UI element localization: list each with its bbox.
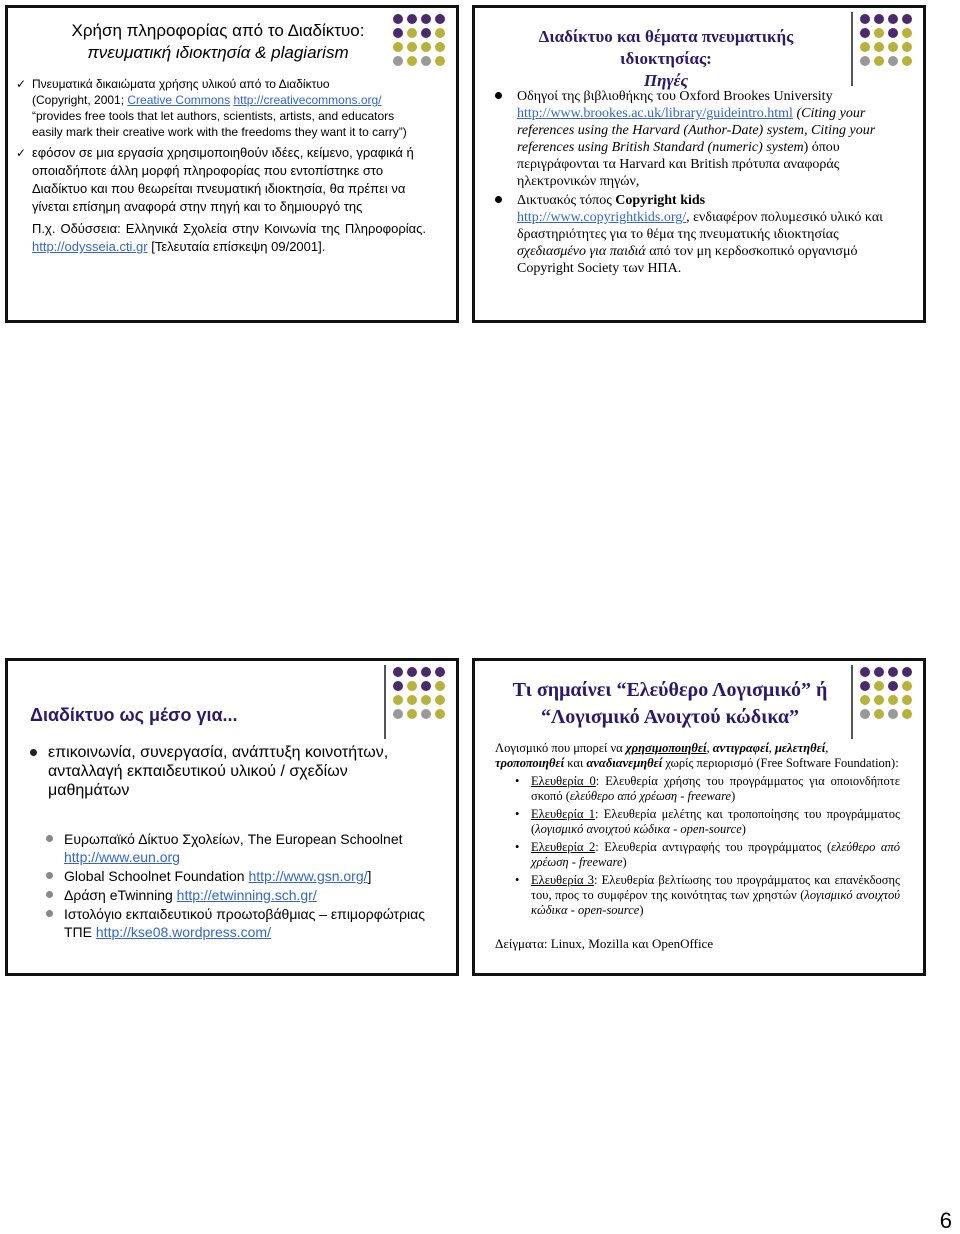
decoration-dot	[902, 28, 912, 38]
decoration-dot	[874, 695, 884, 705]
decoration-dot	[874, 667, 884, 677]
decoration-dot	[860, 667, 870, 677]
decoration-dot	[874, 56, 884, 66]
slide-4-body	[495, 741, 900, 951]
kse08-link[interactable]: http://kse08.wordpress.com/	[95, 924, 271, 940]
list-item	[495, 840, 900, 870]
freedom-text: : Ελευθερία αντιγραφής του προγράμματος (	[595, 840, 832, 854]
decoration-dot	[393, 681, 403, 691]
decoration-dot	[874, 14, 884, 24]
decoration-dot	[860, 56, 870, 66]
decoration-dot	[435, 42, 445, 52]
attribution-text: εφόσον σε μια εργασία χρησιμοποιηθούν ιδέες, κείμενο, γραφικά ή οποιαδήποτε άλλη μορφή πληροφορίας που εντοπίστηκε στο Διαδίκτυο και που θεωρείται πνευματική ιδιοκτησία, θα πρέπει να γίνεται επίσημη αναφορά στην πηγή και το δημιουργό της	[32, 145, 414, 214]
freedom-0-label: Ελευθερία 0	[531, 774, 596, 788]
freedom-italic: λογισμικό ανοιχτού κώδικα - open-source	[535, 822, 742, 836]
divider-line	[384, 665, 386, 739]
decoration-dot	[421, 709, 431, 719]
slide-1-title	[38, 20, 398, 64]
copyright-kids-label: Copyright kids	[615, 193, 706, 208]
sources-list	[491, 88, 891, 279]
decoration-dot	[407, 695, 417, 705]
decoration-dot	[421, 28, 431, 38]
decoration-dot	[407, 667, 417, 677]
slide-3-title: Διαδίκτυο ως μέσο για...	[30, 705, 238, 725]
intro-text	[495, 741, 900, 771]
copyright-bullet	[16, 76, 426, 140]
decoration-dot	[888, 667, 898, 677]
item-suffix: ]	[367, 868, 372, 884]
kids-suffix: από τον μη κερδοσκοπικό οργανισμό Copyright Society των ΗΠΑ.	[517, 244, 858, 276]
list-item	[491, 192, 891, 277]
uses-list	[30, 743, 430, 942]
decoration-dot	[421, 14, 431, 24]
check-icon: ✓	[16, 146, 27, 160]
list-item	[30, 867, 430, 885]
decoration-dot	[421, 56, 431, 66]
freedom-text: : Ελευθερία μελέτης και τροποποίησης του προγράμματος (	[531, 807, 900, 836]
decoration-dot	[888, 42, 898, 52]
list-item	[495, 807, 900, 837]
dot-grid-decoration	[393, 667, 446, 720]
decoration-dot	[874, 709, 884, 719]
decoration-dot	[860, 709, 870, 719]
slide-4	[472, 658, 926, 976]
oxford-italic: (Citing your references using the Harvard (Author-Date) system, Citing your references using British Standard (numeric) system	[517, 106, 876, 155]
decoration-dot	[860, 681, 870, 691]
bullet-icon	[46, 872, 53, 879]
slide-2-title	[491, 26, 841, 92]
freedom-3-label: Ελευθερία 3	[531, 873, 594, 887]
decoration-dot	[393, 709, 403, 719]
decoration-dot	[393, 695, 403, 705]
creative-commons-link[interactable]: Creative Commons	[127, 93, 231, 107]
bullet-icon: •	[515, 840, 520, 854]
copyright-heading: Πνευματικά δικαιώματα χρήσης υλικού από το Διαδίκτυο	[32, 77, 330, 91]
slide-4-title	[495, 677, 845, 731]
list-item	[30, 830, 430, 866]
slide-1-body	[16, 76, 426, 256]
gsn-link[interactable]: http://www.gsn.org/	[248, 868, 368, 884]
freedom-text: : Ελευθερία βελτίωσης του προγράμματος και επανέκδοσης του, προς το συμφέρον της κοινότητας των χρηστών (	[531, 873, 900, 902]
decoration-dot	[888, 28, 898, 38]
slide-3	[5, 658, 459, 976]
decoration-dot	[888, 695, 898, 705]
dot-grid-decoration	[860, 667, 913, 720]
bullet-icon	[46, 891, 53, 898]
decoration-dot	[902, 14, 912, 24]
intro-modify: τροποποιηθεί	[495, 756, 565, 770]
dot-grid-decoration	[393, 14, 446, 67]
freedom-end: )	[639, 903, 644, 917]
intro-part: Λογισμικό που μπορεί να	[495, 741, 626, 755]
decoration-dot	[860, 42, 870, 52]
decoration-dot	[888, 681, 898, 691]
bullet-icon: •	[515, 774, 520, 788]
intro-part: ,	[768, 741, 775, 755]
decoration-dot	[435, 667, 445, 677]
bullet-icon	[495, 196, 502, 203]
slide-1-title-line: Χρήση πληροφορίας από το Διαδίκτυο:	[71, 21, 365, 40]
decoration-dot	[435, 709, 445, 719]
decoration-dot	[874, 42, 884, 52]
list-item	[30, 886, 430, 904]
creative-commons-quote: “provides free tools that let authors, scientists, artists, and educators easily mark their creative work with the freedoms they want it to carry”)	[32, 109, 407, 139]
divider-line	[851, 665, 853, 739]
check-icon: ✓	[16, 77, 27, 91]
decoration-dot	[407, 42, 417, 52]
creative-commons-url-link[interactable]: http://creativecommons.org/	[233, 93, 382, 107]
dot-grid-decoration	[860, 14, 913, 67]
decoration-dot	[902, 56, 912, 66]
decoration-dot	[902, 709, 912, 719]
example-suffix: [Τελευταία επίσκεψη 09/2001].	[147, 239, 326, 254]
copyright-prefix: (Copyright, 2001;	[32, 93, 128, 107]
examples-text: Δείγματα: Linux, Mozilla και OpenOffice	[495, 936, 714, 951]
item-text: Ευρωπαϊκό Δίκτυο Σχολείων, The European Schoolnet	[64, 831, 403, 847]
decoration-dot	[435, 56, 445, 66]
decoration-dot	[407, 56, 417, 66]
intro-part: χωρίς περιορισμό (Free Software Foundation):	[662, 756, 899, 770]
decoration-dot	[435, 681, 445, 691]
slide-2	[472, 5, 926, 323]
item-text: Ιστολόγιο εκπαιδευτικού προωτοβάθμιας – επιμορφώτριας ΤΠΕ	[64, 906, 425, 940]
freedom-end: )	[741, 822, 746, 836]
decoration-dot	[888, 56, 898, 66]
freedom-italic: ελεύθερο από χρέωση - freeware	[569, 789, 732, 803]
main-bullet-text: επικοινωνία, συνεργασία, ανάπτυξη κοινοτήτων, ανταλλαγή εκπαιδευτικού υλικού / σχεδίων μαθημάτων	[48, 744, 389, 799]
slide-2-subtitle: Πηγές	[643, 71, 689, 90]
decoration-dot	[860, 14, 870, 24]
freedom-text: : Ελευθερία χρήσης του προγράμματος για οποιονδήποτε σκοπό (	[531, 774, 900, 803]
bullet-icon	[30, 749, 37, 756]
decoration-dot	[435, 28, 445, 38]
slide-4-title-line1: Τι σημαίνει “Ελεύθερο Λογισμικό” ή	[512, 679, 828, 701]
slide-2-title-line: Διαδίκτυο και θέματα πνευματικής ιδιοκτησίας:	[538, 27, 794, 68]
list-item	[495, 873, 900, 918]
decoration-dot	[874, 28, 884, 38]
decoration-dot	[435, 14, 445, 24]
item-text: Δράση eTwinning	[64, 887, 177, 903]
example-prefix: Π.χ. Οδύσσεια: Ελληνικά Σχολεία στην Κοινωνία της Πληροφορίας.	[32, 221, 426, 236]
decoration-dot	[902, 667, 912, 677]
kids-prefix: Δικτυακός τόπος	[517, 193, 616, 208]
divider-line	[851, 12, 853, 86]
bullet-icon: •	[515, 807, 520, 821]
list-item	[491, 88, 891, 190]
intro-part: και	[564, 756, 587, 770]
slide-1-subtitle: πνευματική ιδιοκτησία & plagiarism	[87, 43, 349, 62]
main-bullet	[30, 743, 430, 800]
decoration-dot	[407, 14, 417, 24]
intro-part: ,	[706, 741, 713, 755]
decoration-dot	[888, 14, 898, 24]
slide-4-title-line2: “Λογισμικό Ανοιχτού κώδικα”	[540, 706, 800, 728]
etwinning-link[interactable]: http://etwinning.sch.gr/	[176, 887, 317, 903]
list-item	[495, 774, 900, 804]
intro-part: ,	[825, 741, 829, 755]
intro-use: χρησιμοποιηθεί	[625, 741, 707, 755]
intro-copy: αντιγραφεί	[712, 741, 769, 755]
oxford-suffix: ) όπου περιγράφονται τα Harvard και British πρότυπα αναφοράς ηλεκτρονικών πηγών,	[517, 140, 840, 189]
decoration-dot	[393, 667, 403, 677]
decoration-dot	[421, 681, 431, 691]
decoration-dot	[860, 695, 870, 705]
intro-redistribute: αναδιανεμηθεί	[586, 756, 663, 770]
bullet-icon: •	[515, 873, 520, 887]
odysseia-link[interactable]: http://odysseia.cti.gr	[32, 239, 148, 254]
decoration-dot	[407, 28, 417, 38]
decoration-dot	[860, 28, 870, 38]
freedom-1-label: Ελευθερία 1	[531, 807, 596, 821]
brookes-link[interactable]: http://www.brookes.ac.uk/library/guideintro.html	[517, 106, 793, 121]
eun-link[interactable]: http://www.eun.org	[64, 849, 180, 865]
decoration-dot	[435, 695, 445, 705]
bullet-icon	[46, 910, 53, 917]
decoration-dot	[902, 42, 912, 52]
page-number: 6	[939, 1208, 952, 1233]
bullet-icon	[495, 92, 502, 99]
decoration-dot	[902, 681, 912, 691]
attribution-bullet	[16, 144, 426, 216]
freedom-italic: ελεύθερο από χρέωση - freeware	[531, 840, 900, 869]
freedom-end: )	[622, 855, 627, 869]
item-text: Global Schoolnet Foundation	[64, 868, 249, 884]
decoration-dot	[421, 695, 431, 705]
copyrightkids-link[interactable]: http://www.copyrightkids.org/	[517, 210, 687, 225]
decoration-dot	[902, 695, 912, 705]
decoration-dot	[874, 681, 884, 691]
decoration-dot	[407, 681, 417, 691]
decoration-dot	[407, 709, 417, 719]
decoration-dot	[421, 42, 431, 52]
decoration-dot	[421, 667, 431, 677]
freedom-2-label: Ελευθερία 2	[531, 840, 596, 854]
oxford-text: Οδηγοί της βιβλιοθήκης του Oxford Brookes University	[517, 89, 833, 104]
example-citation	[32, 220, 426, 256]
intro-study: μελετηθεί	[774, 741, 826, 755]
decoration-dot	[888, 709, 898, 719]
bullet-icon	[46, 835, 53, 842]
freedom-end: )	[731, 789, 736, 803]
kids-description: , ενδιαφέρον πολυμεσικό υλικό και δραστηριότητες για το θέμα της πνευματικής ιδιοκτησίας	[517, 210, 883, 242]
list-item	[30, 905, 430, 941]
kids-italic: σχεδιασμένο για παιδιά	[517, 244, 646, 259]
freedom-italic: λογισμικό ανοιχτού κώδικα - open-source	[531, 888, 900, 917]
slide-1	[5, 5, 459, 323]
